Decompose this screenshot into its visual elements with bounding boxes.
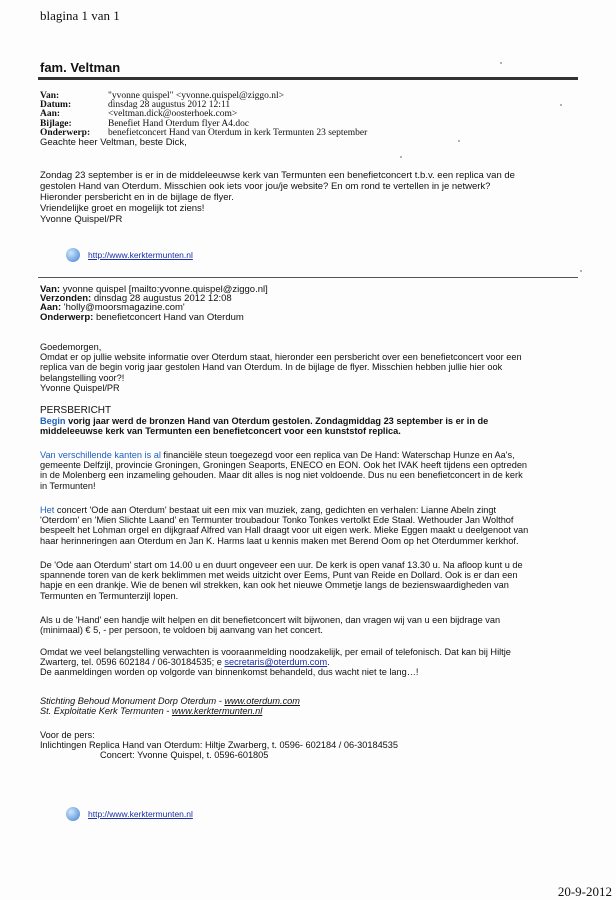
concert-line: 'Oterdom' en 'Mien Slichte Laand' en Termunter troubadour Tonko Tonkes vertolkt Ede Staal. Wethouder Jan Wolthof bbox=[40, 515, 514, 526]
registration-line: De aanmeldingen worden op volgorde van binnenkomst behandeld, dus wacht niet te lang…! bbox=[40, 667, 419, 678]
email2-sent-value: dinsdag 28 augustus 2012 12:08 bbox=[93, 293, 232, 305]
email1-body-line: gestolen Hand van Oterdum. Misschien ook iets voor jou/je website? En om rond te vertellen in je netwerk? bbox=[40, 181, 491, 192]
press-release bbox=[40, 406, 600, 437]
email2-website-link[interactable]: http://www.kerktermunten.nl bbox=[88, 809, 193, 819]
org1-name: Stichting Behoud Monument Dorp Oterdum - bbox=[40, 696, 225, 706]
globe-icon bbox=[66, 248, 80, 262]
email1-link-row bbox=[66, 248, 193, 262]
email1-to-value: <veltman.dick@oosterhoek.com> bbox=[108, 109, 238, 120]
email2-intro-line: replica van de begin vorig jaar gestolen Hand van Oterdum. In de bijlage de flyer. Misschien hebben jullie hier ook bbox=[40, 362, 503, 373]
paragraph-registration bbox=[40, 647, 600, 678]
schedule-line: spannende toren van de kerk beklimmen met weids uitzicht over Eems, Punt van Reide en Dollard. Ook is er dan een bbox=[40, 570, 518, 581]
email1-header bbox=[40, 92, 367, 147]
funding-text: financiële steun toegezegd voor een replica van De Hand: Waterschap Hunze en Aa's, bbox=[160, 450, 515, 460]
email1-from-label: Van: bbox=[40, 91, 60, 101]
paragraph-funding bbox=[40, 450, 600, 491]
email1-date-label: Datum: bbox=[40, 100, 72, 111]
org2-name: St. Exploitatie Kerk Termunten - bbox=[40, 706, 172, 717]
email2-to-label: Aan: bbox=[40, 302, 62, 314]
press-contacts bbox=[40, 730, 600, 761]
paragraph-schedule bbox=[40, 560, 600, 601]
email1-subject-label: Onderwerp: bbox=[40, 127, 91, 138]
organizations bbox=[40, 696, 600, 716]
email1-attachment-label: Bijlage: bbox=[40, 118, 72, 129]
contribution-line: Als u de 'Hand' een handje wilt helpen en dit benefietconcert wilt bijwonen, dan vragen wij van u een bijdrage van bbox=[40, 615, 501, 625]
email2-greeting: Goedemorgen, bbox=[40, 342, 102, 352]
paragraph-contribution bbox=[40, 615, 600, 635]
email1-date-value: dinsdag 28 augustus 2012 12:11 bbox=[108, 100, 231, 111]
email2-to-value: 'holly@moorsmagazine.com' bbox=[63, 302, 185, 314]
email2-link-row bbox=[66, 807, 193, 821]
email1-greeting: Geachte heer Veltman, beste Dick, bbox=[40, 137, 187, 149]
press-contact-line: Inlichtingen Replica Hand van Oterdum: Hiltje Zwarberg, t. 0596- 602184 / 06-30184535 bbox=[40, 740, 399, 751]
email2-intro-line: Yvonne Quispel/PR bbox=[40, 382, 120, 393]
press-headline bbox=[40, 416, 600, 426]
concert-line: bespeelt het Lohman orgel en dijkgraaf Alfred van Hall draagt voor uit eigen werk. Mieke Eggen maakt u deelgenoot van bbox=[40, 525, 529, 536]
paragraph-concert bbox=[40, 505, 600, 546]
email1-from-value: "yvonne quispel" <yvonne.quispel@ziggo.nl> bbox=[108, 91, 285, 101]
headline-highlight: Begin bbox=[40, 416, 66, 427]
footer-date: 20-9-2012 bbox=[557, 884, 612, 899]
scan-speck bbox=[458, 140, 460, 142]
email2-subject-value: benefietconcert Hand van Oterdum bbox=[95, 311, 244, 323]
concert-text: concert 'Ode aan Oterdum' bestaat uit een mix van muziek, zang, gedichten en verhalen: Lianne Abeln zingt bbox=[54, 505, 497, 515]
email1-body-line: Vriendelijke groet en mogelijk tot ziens! bbox=[40, 203, 205, 214]
email1-attachment-value[interactable]: Benefiet Hand Oterdum flyer A4.doc bbox=[108, 118, 250, 129]
email2-from-value: yvonne quispel [mailto:yvonne.quispel@ziggo.nl] bbox=[62, 284, 268, 295]
headline-text: vorig jaar werd de bronzen Hand van Oterdum gestolen. Zondagmiddag 23 september is er in de bbox=[65, 416, 489, 427]
press-label: PERSBERICHT bbox=[40, 405, 112, 416]
registration-email-link[interactable]: secretaris@oterdum.com bbox=[224, 657, 328, 668]
email1-body-line: Yvonne Quispel/PR bbox=[40, 214, 123, 225]
header-rule bbox=[38, 77, 578, 80]
email1-body-line: Hieronder persbericht en in de bijlage de flyer. bbox=[40, 192, 234, 203]
schedule-line: Termunten en Termunterzijl lopen. bbox=[40, 590, 179, 601]
press-contact-title: Voor de pers: bbox=[40, 730, 95, 740]
email1-body bbox=[40, 170, 515, 225]
email2-intro-line: Omdat er op jullie website informatie over Oterdum staat, hieronder een persbericht over een benefietconcert voor een bbox=[40, 352, 522, 363]
page-header: blagina 1 van 1 bbox=[40, 8, 120, 23]
contribution-line: (minimaal) € 5, - per persoon, te voldoen bij aanvang van het concert. bbox=[40, 625, 323, 636]
email2-intro-line: belangstelling voor?! bbox=[40, 372, 125, 383]
schedule-line: De 'Ode aan Oterdum' start om 14.00 u en duurt ongeveer een uur. De kerk is open vanaf 13.30 u. Na afloop kunt u de bbox=[40, 560, 523, 570]
press-headline-line2: middeleeuwse kerk van Termunten een benefietconcert voor een kunststof replica. bbox=[40, 426, 401, 437]
scan-speck bbox=[400, 156, 402, 158]
email2-subject-label: Onderwerp: bbox=[40, 311, 94, 323]
registration-punct: . bbox=[327, 657, 330, 668]
concert-line: haar herinneringen aan Oterdum en Jan K. Harms laat u kennis maken met Berend Oom op het Oterdummer kerkhof. bbox=[40, 535, 519, 546]
email2-from-label: Van: bbox=[40, 284, 61, 295]
funding-line: in de Molenberg een inzameling gehouden. Maar dit alles is nog niet voldoende. Dus nu een benefietconcert in de kerk bbox=[40, 470, 523, 481]
funding-highlight: Van verschillende kanten is al bbox=[40, 450, 161, 460]
email-separator bbox=[38, 277, 578, 278]
email2-header bbox=[40, 285, 268, 322]
email1-subject-value: benefietconcert Hand van Oterdum in kerk Termunten 23 september bbox=[108, 127, 368, 138]
email1-website-link[interactable]: http://www.kerktermunten.nl bbox=[88, 250, 193, 260]
email1-body-line: Zondag 23 september is er in de middeleeuwse kerk van Termunten een benefietconcert t.b.v. een replica van de bbox=[40, 170, 515, 181]
email1-to-label: Aan: bbox=[40, 109, 61, 120]
funding-line: in Termunten! bbox=[40, 480, 96, 491]
sender-name: fam. Veltman bbox=[40, 60, 121, 75]
concert-highlight: Het bbox=[40, 505, 55, 515]
registration-line: Omdat we veel belangstelling verwachten is vooraanmelding noodzakelijk, per email of telefonisch. Dat kan bij Hiltje bbox=[40, 647, 511, 657]
press-contact-line: Concert: Yvonne Quispel, t. 0596-601805 bbox=[100, 750, 269, 761]
registration-contact: Zwarterg, tel. 0596 602184 / 06-30184535; e bbox=[40, 657, 225, 668]
org1-link[interactable]: www.oterdum.com bbox=[224, 696, 300, 706]
scan-speck bbox=[500, 62, 502, 64]
email2-intro bbox=[40, 342, 600, 393]
globe-icon bbox=[66, 807, 80, 821]
org2-link[interactable]: www.kerktermunten.nl bbox=[171, 706, 263, 717]
funding-line: gemeente Delfzijl, provincie Groningen, Groningen Seaports, ENECO en EON. Ook het IVAK heeft tijdens een optreden bbox=[40, 460, 528, 471]
schedule-line: hapje en een drankje. Wie de benen wil strekken, kan ook het nieuwe Ommetje langs de bezienswaardigheden van bbox=[40, 580, 509, 591]
scan-speck bbox=[560, 104, 562, 106]
scan-speck bbox=[580, 270, 582, 272]
email2-sent-label: Verzonden: bbox=[40, 293, 92, 305]
